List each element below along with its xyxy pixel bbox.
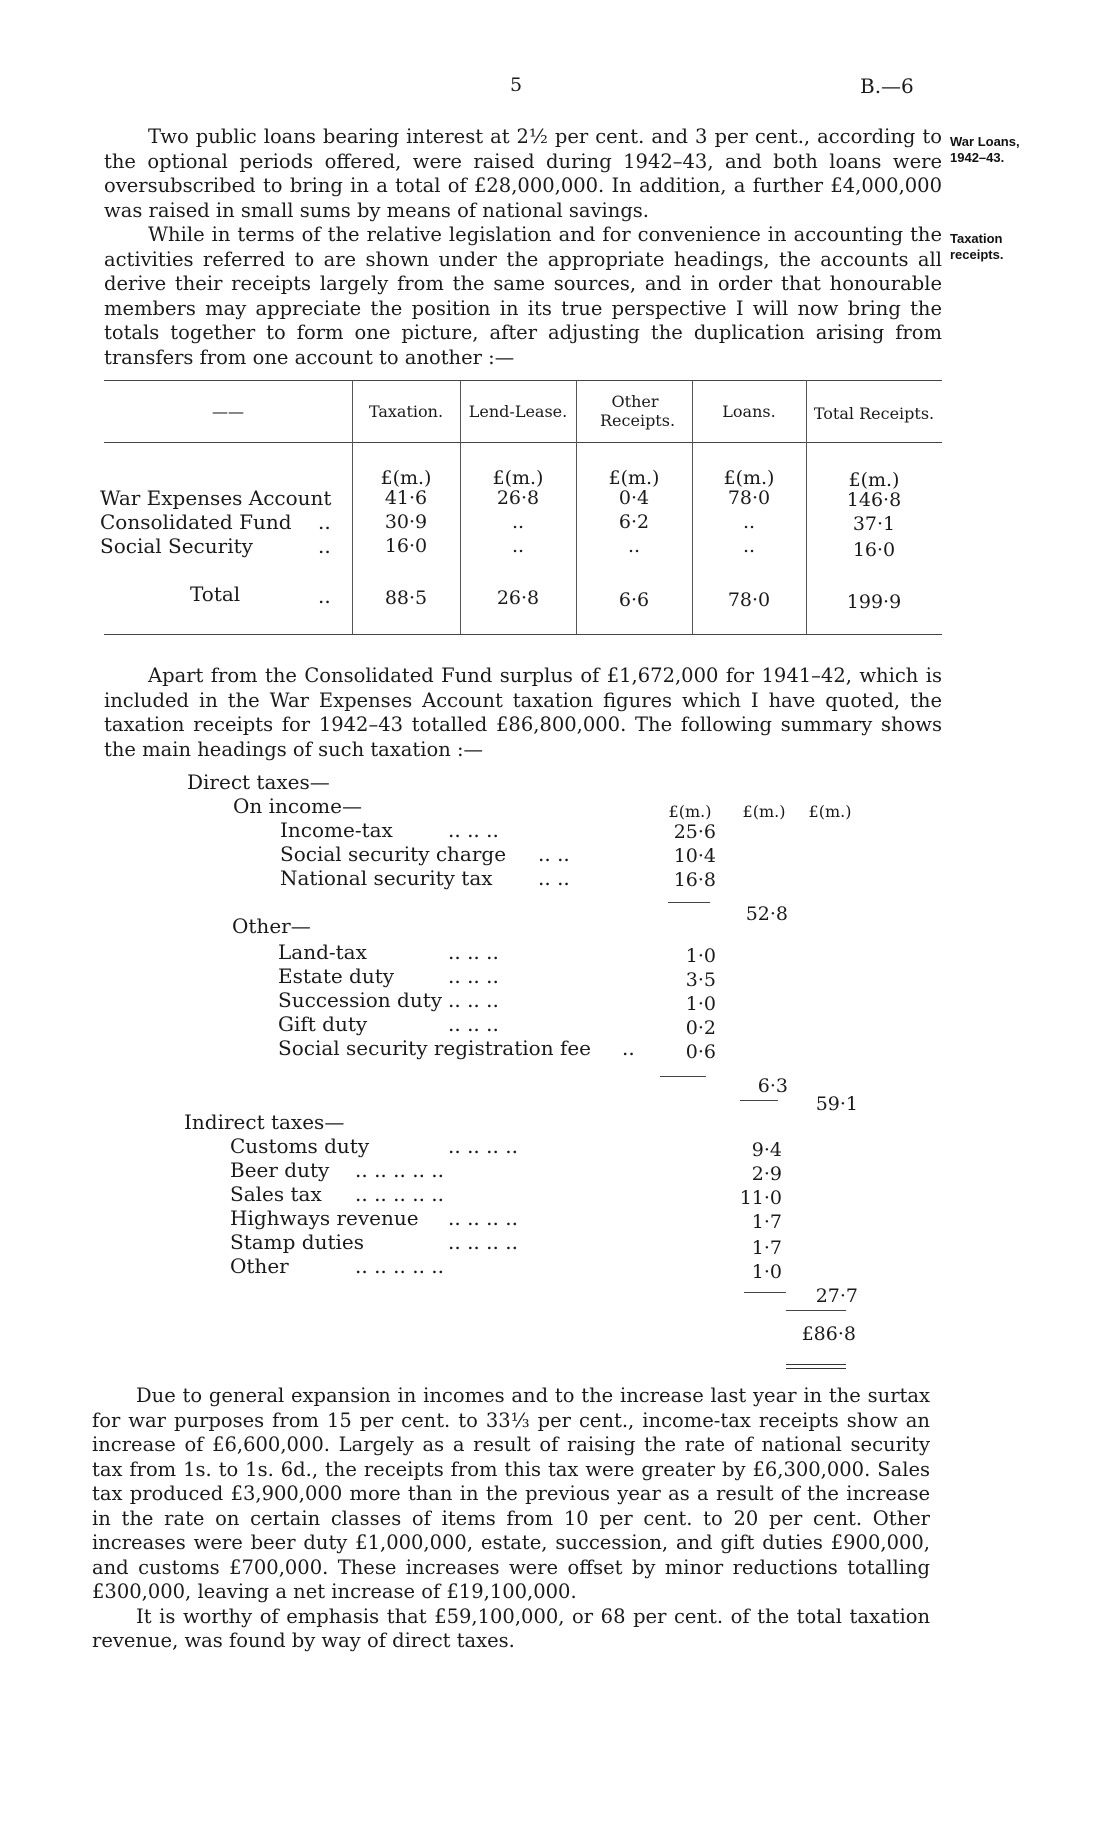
unit-label: £(m.) [492, 467, 544, 489]
margin-note-war-loans: War Loans, 1942–43. [950, 134, 1020, 165]
row-leader-dots: .. [318, 534, 331, 558]
cell-social-taxation: 16·0 [384, 535, 428, 557]
leader-dots: .. .. .. .. [448, 1134, 518, 1158]
cell-social-loans: .. [742, 535, 756, 557]
paragraph-taxation-receipts: While in terms of the relative legislation and for convenience in accounting the activities referred to are shown under the appropriate headings, the accounts all derive their receipts largely from the same sources, and in order that honourable members may appreciate the position in its true perspective I will now bring the totals together to form one picture, after adjusting the duplication arising from transfers from one account to another :— [104, 223, 942, 369]
cell-consolidated-total: 37·1 [852, 513, 896, 535]
value-sales-tax: 11·0 [739, 1187, 782, 1209]
item-beer-duty: Beer duty [230, 1158, 330, 1182]
value-grand-total: £86·8 [801, 1323, 856, 1345]
value-highways-revenue: 1·7 [751, 1211, 782, 1233]
leader-dots: .. .. .. [448, 964, 499, 988]
value-gift-duty: 0·2 [685, 1017, 716, 1039]
cell-consolidated-taxation: 30·9 [384, 511, 428, 533]
value-land-tax: 1·0 [685, 945, 716, 967]
row-leader-dots: .. [318, 510, 331, 534]
item-succession-duty: Succession duty [278, 988, 443, 1012]
paragraph-direct-taxes-emphasis: It is worthy of emphasis that £59,100,000, or 68 per cent. of the total taxation revenue, was found by way of direct taxes. [92, 1604, 930, 1652]
cell-consolidated-lend-lease: .. [511, 511, 525, 533]
row-leader-dots: .. [318, 584, 331, 608]
cell-total-loans: 78·0 [727, 589, 771, 611]
unit-label: £(m.) [848, 469, 900, 491]
paragraph-increases: Due to general expansion in incomes and to the increase last year in the surtax for war purposes from 15 per cent. to 33⅓ per cent., income-tax receipts show an increase of £6,600,000. Largely as a result of raising the rate of national security tax from 1s. to 1s. 6d., the receipts from this tax were greater by £6,300,000. Sales tax produced £3,900,000 more than in the previous year as a result of the increase in the rate on certain classes of items from 10 per cent. to 20 per cent. Other increases were beer duty £1,000,000, estate, succession, and gift duties £900,000, and customs £700,000. These increases were offset by minor reductions totalling £300,000, leaving a net increase of £19,100,000. [92, 1384, 930, 1603]
value-national-security-tax: 16·8 [673, 869, 716, 891]
leader-dots: .. .. [538, 842, 570, 866]
table-bottom-rule [104, 634, 942, 635]
cell-total-other: 6·6 [618, 589, 650, 611]
value-beer-duty: 2·9 [751, 1163, 782, 1185]
table-corner-dash: —— [212, 402, 244, 421]
item-highways-revenue: Highways revenue [230, 1206, 419, 1230]
leader-dots: .. [622, 1036, 635, 1060]
leader-dots: .. .. .. .. [448, 1206, 518, 1230]
unit-label: £(m.) [742, 802, 786, 821]
paragraph-war-loans: Two public loans bearing interest at 2½ per cent. and 3 per cent., according to the optional periods offered, were raised during 1942–43, and both loans were oversubscribed to bring in a total of £28,000,000. In addition, a further £4,000,000 was raised in small sums by means of national savings. [104, 125, 942, 222]
value-indirect-total: 27·7 [815, 1285, 858, 1307]
cell-total-taxation: 88·5 [384, 587, 428, 609]
double-rule-top [786, 1364, 846, 1365]
cell-total-lend-lease: 26·8 [496, 587, 540, 609]
value-stamp-duties: 1·7 [751, 1237, 782, 1259]
value-social-security-registration-fee: 0·6 [685, 1041, 716, 1063]
row-label-social-security: Social Security [100, 534, 253, 558]
leader-dots: .. .. .. [448, 940, 499, 964]
heading-other: Other— [232, 914, 311, 938]
cell-consolidated-loans: .. [742, 511, 756, 533]
value-customs-duty: 9·4 [751, 1139, 782, 1161]
cell-war-taxation: 41·6 [384, 487, 428, 509]
item-income-tax: Income-tax [280, 818, 393, 842]
subtotal-rule [740, 1100, 778, 1101]
cell-war-loans: 78·0 [727, 487, 771, 509]
item-land-tax: Land-tax [278, 940, 367, 964]
header-taxation: Taxation. [368, 402, 444, 421]
leader-dots: .. .. .. [448, 988, 499, 1012]
leader-dots: .. .. [538, 866, 570, 890]
cell-social-other: .. [627, 535, 641, 557]
paragraph-taxation-summary-intro [104, 664, 942, 762]
heading-on-income: On income— [233, 794, 362, 818]
value-other-indirect: 1·0 [751, 1261, 782, 1283]
value-income-subtotal: 52·8 [745, 903, 788, 925]
item-gift-duty: Gift duty [278, 1012, 368, 1036]
header-total-receipts: Total Receipts. [813, 404, 935, 423]
subtotal-rule [668, 902, 710, 903]
subtotal-rule [744, 1292, 786, 1293]
paragraph-text: Apart from the Consolidated Fund surplus of £1,672,000 for 1941–42, which is included in the War Expenses Account taxation figures which I have quoted, the taxation receipts for 1942–43 totalled £86,800,000. The following summary shows the main headings of such taxation :— [104, 664, 942, 761]
header-loans: Loans. [722, 402, 776, 421]
heading-direct-taxes: Direct taxes— [187, 770, 330, 794]
cell-war-lend-lease: 26·8 [496, 487, 540, 509]
row-label-total: Total [190, 582, 241, 606]
value-social-security-charge: 10·4 [673, 845, 716, 867]
item-stamp-duties: Stamp duties [230, 1230, 365, 1254]
item-social-security-registration-fee: Social security registration fee [278, 1036, 592, 1060]
total-rule [786, 1310, 846, 1311]
value-direct-total: 59·1 [815, 1093, 858, 1115]
leader-dots: .. .. .. [448, 818, 499, 842]
cell-social-total: 16·0 [852, 539, 896, 561]
intro-paragraphs [104, 125, 942, 370]
leader-dots: .. .. .. [448, 1012, 499, 1036]
value-other-subtotal: 6·3 [757, 1075, 788, 1097]
unit-label: £(m.) [723, 467, 775, 489]
double-rule-bottom [786, 1368, 846, 1369]
row-label-war-expenses: War Expenses Account [100, 486, 332, 510]
cell-consolidated-other: 6·2 [618, 511, 650, 533]
header-lend-lease: Lend-Lease. [468, 402, 568, 421]
page-number: 5 [510, 74, 523, 96]
leader-dots: .. .. .. .. .. [355, 1182, 445, 1206]
item-estate-duty: Estate duty [278, 964, 395, 988]
cell-war-total: 146·8 [846, 489, 902, 511]
leader-dots: .. .. .. .. .. [355, 1254, 445, 1278]
unit-label: £(m.) [808, 802, 852, 821]
document-reference: B.—6 [860, 74, 914, 98]
subtotal-rule [660, 1076, 706, 1077]
leader-dots: .. .. .. .. .. [355, 1158, 445, 1182]
leader-dots: .. .. .. .. [448, 1230, 518, 1254]
cell-war-other: 0·4 [618, 487, 650, 509]
value-income-tax: 25·6 [673, 821, 716, 843]
closing-paragraphs [92, 1384, 930, 1654]
value-succession-duty: 1·0 [685, 993, 716, 1015]
cell-social-lend-lease: .. [511, 535, 525, 557]
margin-note-taxation-receipts: Taxation receipts. [950, 231, 1004, 262]
table-header-rule [104, 442, 942, 443]
cell-total-total: 199·9 [846, 591, 902, 613]
item-other-indirect: Other [230, 1254, 289, 1278]
unit-label: £(m.) [668, 802, 712, 821]
item-customs-duty: Customs duty [230, 1134, 370, 1158]
item-sales-tax: Sales tax [230, 1182, 322, 1206]
item-social-security-charge: Social security charge [280, 842, 507, 866]
header-other-receipts: Other Receipts. [600, 392, 676, 430]
unit-label: £(m.) [380, 467, 432, 489]
unit-label: £(m.) [608, 467, 660, 489]
table-top-rule [104, 380, 942, 381]
value-estate-duty: 3·5 [685, 969, 716, 991]
item-national-security-tax: National security tax [280, 866, 493, 890]
heading-indirect-taxes: Indirect taxes— [184, 1110, 345, 1134]
row-label-consolidated-fund: Consolidated Fund [100, 510, 292, 534]
